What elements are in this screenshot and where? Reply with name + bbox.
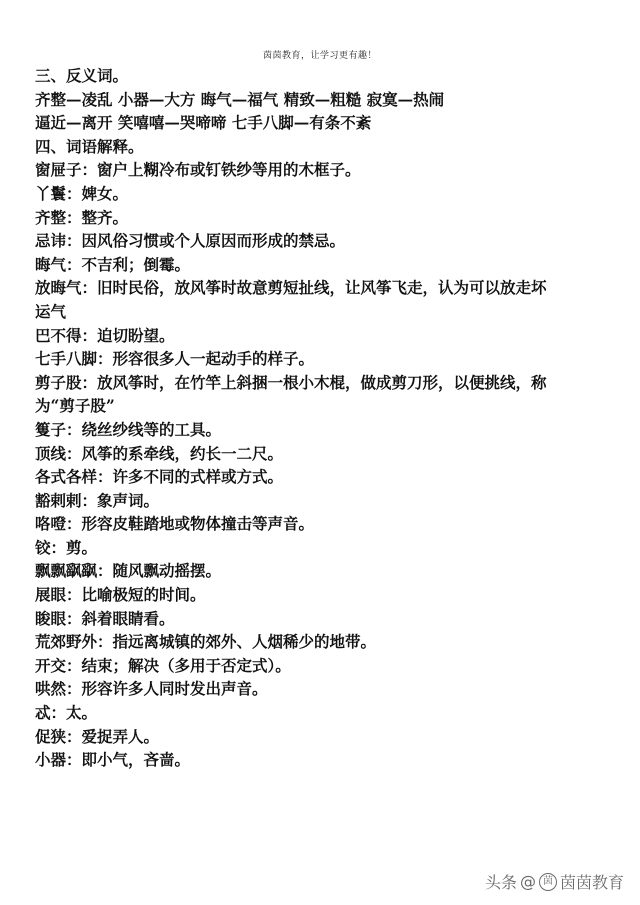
brand-logo-icon: 茵 [539,873,557,891]
antonym-line-2: 逼近—离开 笑嘻嘻—哭啼啼 七手八脚—有条不紊 [35,113,372,133]
page-header: 茵茵教育，让学习更有趣！ [262,51,377,61]
definition-line: 巴不得：迫切盼望。 [35,325,175,345]
at-icon: @ [519,872,536,891]
definition-line: 各式各样：许多不同的式样或方式。 [35,467,284,487]
definition-line: 篗子：绕丝纱线等的工具。 [35,419,222,439]
definition-line: 展眼：比喻极短的时间。 [35,585,206,605]
section-heading-definitions: 四、词语解释。 [35,136,144,156]
watermark-brand-name: 茵茵教育 [559,873,624,892]
definition-line: 放晦气：旧时民俗，放风筝时故意剪短扯线，让风筝飞走，认为可以放走坏 [35,278,547,298]
definition-line: 咯噔：形容皮鞋踏地或物体撞击等声音。 [35,514,315,534]
definition-line: 荒郊野外：指远离城镇的郊外、人烟稀少的地带。 [35,632,377,652]
definition-line: 窗屉子：窗户上糊冷布或钉铁纱等用的木框子。 [35,160,361,180]
definition-line: 睃眼：斜着眼睛看。 [35,608,175,628]
definition-line: 豁剌剌：象声词。 [35,490,160,510]
definition-line: 剪子股：放风筝时，在竹竿上斜捆一根小木棍，做成剪刀形，以便挑线，称 [35,372,547,392]
definition-line: 哄然：形容许多人同时发出声音。 [35,679,268,699]
definition-line: 丫鬟：婢女。 [35,183,129,203]
definition-line: 顶线：风筝的系牵线，约长一二尺。 [35,443,284,463]
definition-line: 忒：太。 [35,703,98,723]
definition-line: 促狭：爱捉弄人。 [35,726,160,746]
definition-line: 齐整：整齐。 [35,207,129,227]
definition-line: 忌讳：因风俗习惯或个人原因而形成的禁忌。 [35,231,346,251]
section-heading-antonyms: 三、反义词。 [35,66,129,85]
document-body [35,64,615,772]
definition-line: 铰：剪。 [35,537,98,557]
antonym-line-1: 齐整—凌乱 小器—大方 晦气—福气 精致—粗糙 寂寞—热闹 [35,89,445,109]
definition-line-continued: 运气 [35,301,67,321]
watermark-prefix: 头条 [484,873,517,892]
definition-line-continued: 为“剪子股” [35,396,115,416]
definition-line: 晦气：不吉利；倒霉。 [35,254,191,274]
definition-line: 七手八脚：形容很多人一起动手的样子。 [35,349,315,369]
definition-line: 飘飘飖飖：随风飘动摇摆。 [35,561,222,581]
definition-line: 开交：结束；解决（多用于否定式）。 [35,655,291,675]
source-watermark [485,870,624,893]
definition-line: 小器：即小气，吝啬。 [35,750,191,770]
